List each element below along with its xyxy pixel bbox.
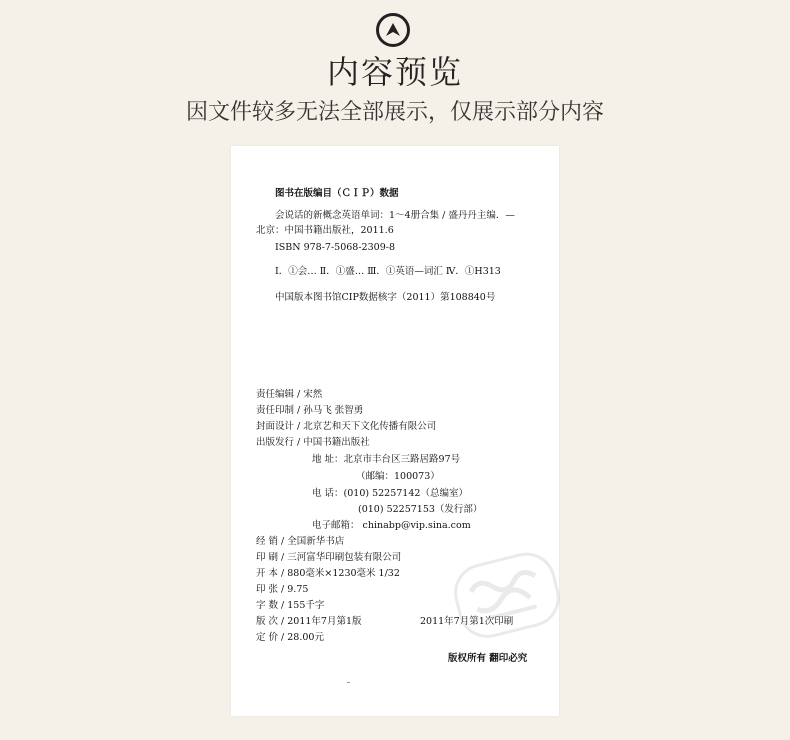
- words: 字 数 / 155千字: [256, 600, 325, 611]
- impression: 2011年7月第1次印刷: [420, 616, 514, 627]
- page-mark: [347, 682, 350, 683]
- phone-1: 电 话：(010) 52257142（总编室）: [312, 488, 468, 499]
- editor: 责任编辑 / 宋然: [256, 389, 323, 400]
- sheets: 印 张 / 9.75: [256, 584, 309, 595]
- price: 定 价 / 28.00元: [256, 632, 324, 643]
- page-title: 内容预览: [326, 53, 463, 91]
- document-preview: [231, 146, 559, 716]
- rights-notice: 版权所有 翻印必究: [448, 653, 528, 664]
- publisher: 出版发行 / 中国书籍出版社: [256, 437, 370, 448]
- cip-line-2: 北京：中国书籍出版社，2011.6: [256, 225, 394, 236]
- edition: 版 次 / 2011年7月第1版: [256, 616, 362, 627]
- cip-number: 中国版本图书馆CIP数据核字（2011）第108840号: [275, 292, 496, 303]
- scroll-up-icon[interactable]: [376, 13, 410, 47]
- isbn: ISBN 978-7-5068-2309-8: [275, 242, 395, 253]
- format: 开 本 / 880毫米×1230毫米 1/32: [256, 568, 400, 579]
- printing-manager: 责任印制 / 孙马飞 张智勇: [256, 405, 364, 416]
- classification: Ⅰ．①会… Ⅱ．①盛… Ⅲ．①英语—词汇 Ⅳ．①H313: [275, 266, 501, 277]
- phone-2: (010) 52257153（发行部）: [358, 504, 483, 515]
- distributor: 经 销 / 全国新华书店: [256, 536, 345, 547]
- arrow-up-icon: [384, 21, 402, 39]
- cip-line-1: 会说话的新概念英语单词：1～4册合集 / 盛丹丹主编．—: [275, 210, 515, 221]
- cip-title: 图书在版编目（ＣＩＰ）数据: [275, 188, 399, 199]
- address: 地 址：北京市丰台区三路居路97号: [312, 454, 461, 465]
- printer: 印 刷 / 三河富华印刷包装有限公司: [256, 552, 402, 563]
- page-subtitle: 因文件较多无法全部展示，仅展示部分内容: [185, 100, 604, 125]
- cover-design: 封面设计 / 北京艺和天下文化传播有限公司: [256, 421, 437, 432]
- postcode: （邮编：100073）: [356, 471, 440, 482]
- email: 电子邮箱： chinabp@vip.sina.com: [312, 520, 471, 531]
- watermark-stamp-icon: [444, 541, 571, 650]
